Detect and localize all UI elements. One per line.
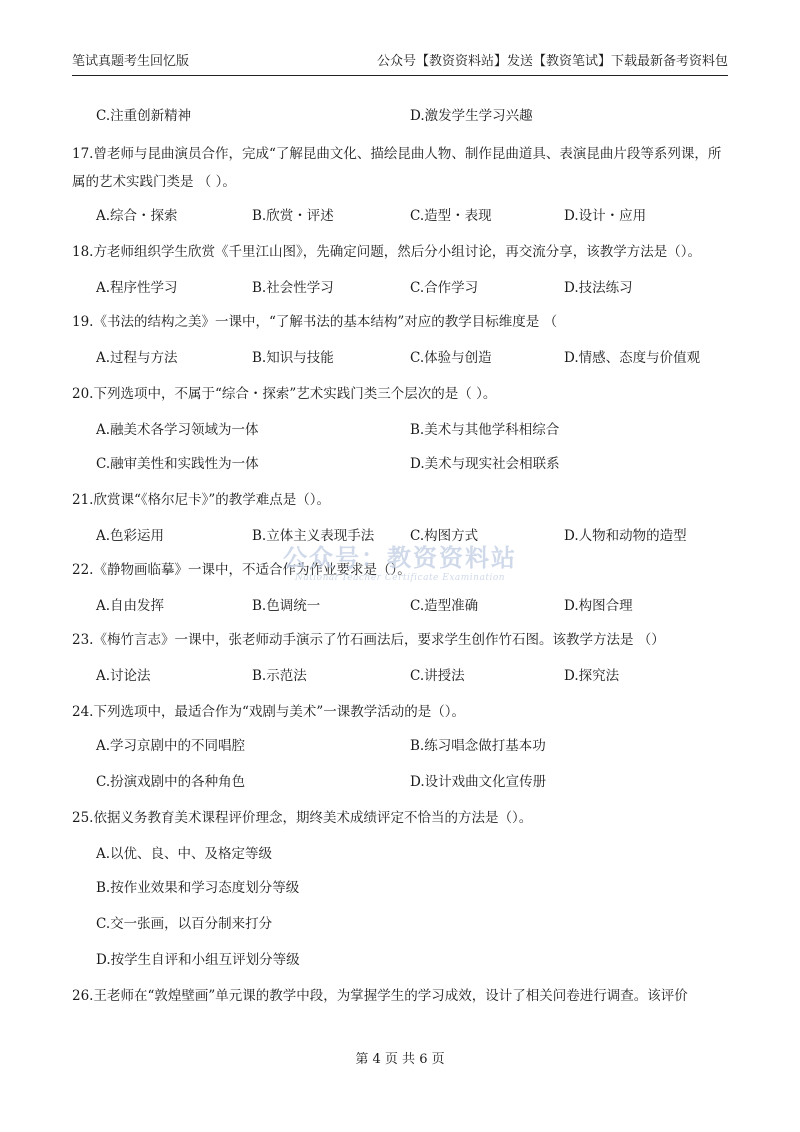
option: C.构图方式 bbox=[410, 528, 479, 544]
option: C.融审美性和实践性为一体 bbox=[96, 456, 259, 472]
question-text: 19.《书法的结构之美》一课中，“了解书法的基本结构”对应的教学目标维度是 （ bbox=[72, 314, 558, 330]
option: A.过程与方法 bbox=[96, 350, 178, 366]
option: B.立体主义表现手法 bbox=[252, 528, 375, 544]
option: D.技法练习 bbox=[564, 280, 633, 296]
option: A.综合・探索 bbox=[96, 208, 178, 224]
option: D.激发学生学习兴趣 bbox=[410, 108, 533, 124]
question-text: 20.下列选项中，不属于“综合・探索”艺术实践门类三个层次的是（ ）。 bbox=[72, 386, 497, 402]
option: B.练习唱念做打基本功 bbox=[410, 738, 546, 754]
question-text: 22.《静物画临摹》一课中，不适合作为作业要求是（）。 bbox=[72, 562, 411, 578]
option: C.注重创新精神 bbox=[96, 108, 192, 124]
option: C.造型・表现 bbox=[410, 208, 492, 224]
option: B.示范法 bbox=[252, 668, 307, 684]
option: B.色调统一 bbox=[252, 598, 321, 614]
option: D.按学生自评和小组互评划分等级 bbox=[96, 952, 300, 968]
option: D.人物和动物的造型 bbox=[564, 528, 687, 544]
option: D.设计戏曲文化宣传册 bbox=[410, 774, 547, 790]
page-footer: 第 4 页 共 6 页 bbox=[355, 1052, 445, 1067]
option: C.造型准确 bbox=[410, 598, 479, 614]
question-text: 18.方老师组织学生欣赏《千里江山图》，先确定问题，然后分小组讨论，再交流分享，该教学方法是（）。 bbox=[72, 244, 701, 260]
option: D.探究法 bbox=[564, 668, 620, 684]
option: D.情感、态度与价值观 bbox=[564, 350, 701, 366]
question-text: 17.曾老师与昆曲演员合作，完成“了解昆曲文化、描绘昆曲人物、制作昆曲道具、表演昆曲片段等系列课，所属的艺术实践门类是 （ ）。 bbox=[72, 146, 722, 190]
option: D.构图合理 bbox=[564, 598, 633, 614]
watermark-main-text: 公众号：教资资料站 bbox=[283, 544, 517, 572]
option: B.美术与其他学科相综合 bbox=[410, 422, 560, 438]
option: A.自由发挥 bbox=[96, 598, 165, 614]
option: C.交一张画，以百分制来打分 bbox=[96, 916, 273, 932]
question-text: 26.王老师在“敦煌壁画”单元课的教学中段，为掌握学生的学习成效，设计了相关问卷进行调查。该评价 bbox=[72, 988, 688, 1004]
watermark-sub-text: National Teacher Certificate Examination bbox=[294, 573, 506, 583]
header-right-text: 公众号【教资资料站】发送【教资笔试】下载最新备考资料包 bbox=[376, 54, 728, 69]
question-text: 23.《梅竹言志》一课中，张老师动手演示了竹石画法后，要求学生创作竹石图。该教学方法是 （） bbox=[72, 632, 665, 648]
option: A.学习京剧中的不同唱腔 bbox=[96, 738, 246, 754]
question-text: 25.依据义务教育美术课程评价理念，期终美术成绩评定不恰当的方法是（）。 bbox=[72, 810, 533, 826]
header-left-text: 笔试真题考生回忆版 bbox=[72, 54, 190, 69]
option: A.程序性学习 bbox=[96, 280, 178, 296]
option: D.美术与现实社会相联系 bbox=[410, 456, 560, 472]
question-text: 21.欣赏课“《格尔尼卡》”的教学难点是（）。 bbox=[72, 492, 331, 508]
option: D.设计・应用 bbox=[564, 208, 647, 224]
option: C.合作学习 bbox=[410, 280, 479, 296]
option: B.知识与技能 bbox=[252, 350, 334, 366]
option: A.以优、良、中、及格定等级 bbox=[96, 846, 273, 862]
page-header bbox=[72, 50, 728, 76]
option: A.讨论法 bbox=[96, 668, 151, 684]
option: A.融美术各学习领域为一体 bbox=[96, 422, 259, 438]
option: A.色彩运用 bbox=[96, 528, 165, 544]
question-text: 24.下列选项中，最适合作为“戏剧与美术”一课教学活动的是（）。 bbox=[72, 704, 466, 720]
option: B.欣赏・评述 bbox=[252, 208, 334, 224]
option: B.社会性学习 bbox=[252, 280, 334, 296]
option: C.讲授法 bbox=[410, 668, 465, 684]
option: B.按作业效果和学习态度划分等级 bbox=[96, 880, 300, 896]
option: C.体验与创造 bbox=[410, 350, 492, 366]
option: C.扮演戏剧中的各种角色 bbox=[96, 774, 246, 790]
